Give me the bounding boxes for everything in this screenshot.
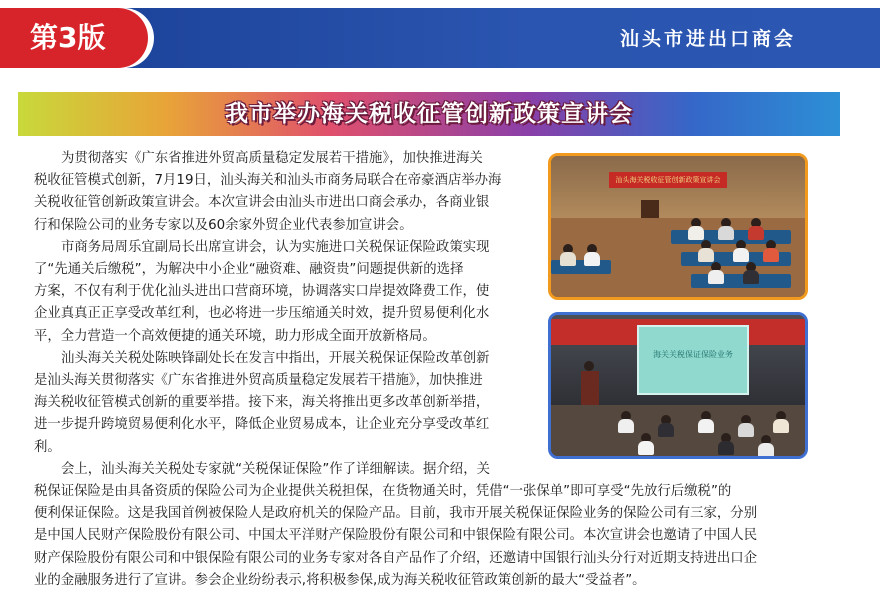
article-title: 我市举办海关税收征管创新政策宣讲会 bbox=[225, 101, 633, 127]
attendee bbox=[738, 423, 754, 437]
photo-banner-text: 汕头海关税收征管创新政策宣讲会 bbox=[615, 176, 721, 184]
text-line: 为贯彻落实《广东省推进外贸高质量稳定发展若干措施》，加快推进海关 bbox=[61, 151, 483, 166]
attendee bbox=[718, 441, 734, 455]
text-line: 税保证保险是由具备资质的保险公司为企业提供关税担保，在货物通关时，凭借“一张保单”即可享受“先放行后缴税”的 bbox=[34, 484, 732, 499]
text-line: 平，全力营造一个高效便捷的通关环境，助力形成全面开放新格局。 bbox=[34, 328, 436, 344]
paragraph-2 bbox=[34, 237, 544, 348]
attendee bbox=[743, 270, 759, 284]
text-line: 便利保证保险。这是我国首例被保险人是政府机关的保险产品。目前，我市开展关税保证保险业务的保险公司有三家，分别 bbox=[34, 506, 758, 522]
page-header bbox=[0, 8, 880, 68]
text-line: 进一步提升跨境贸易便利化水平，降低企业贸易成本，让企业充分享受改革红 bbox=[34, 417, 490, 433]
text-line: 了“先通关后缴税”，为解决中小企业“融资难、融资贵”问题提供新的选择 bbox=[34, 262, 464, 277]
attendee bbox=[758, 443, 774, 457]
event-photo-speaker bbox=[548, 312, 808, 459]
attendee bbox=[638, 441, 654, 455]
text-line: 市商务局周乐宜副局长出席宣讲会，认为实施进口关税保证保险政策实现 bbox=[61, 239, 490, 255]
attendee bbox=[733, 248, 749, 262]
attendee bbox=[708, 270, 724, 284]
podium bbox=[581, 371, 599, 405]
paragraph-4 bbox=[34, 459, 834, 592]
article-title-banner bbox=[18, 92, 840, 136]
table bbox=[691, 274, 791, 288]
attendee bbox=[698, 419, 714, 433]
text-line: 是汕头海关贯彻落实《广东省推进外贸高质量稳定发展若干措施》，加快推进 bbox=[34, 373, 483, 388]
text-line: 利。 bbox=[34, 439, 61, 455]
attendee bbox=[658, 423, 674, 437]
projection-screen-text: 海关关税保证保险业务 bbox=[653, 350, 733, 359]
projection-screen bbox=[637, 325, 749, 395]
attendee bbox=[698, 248, 714, 262]
attendee bbox=[718, 226, 734, 240]
text-line: 企业真真正正享受改革红利，也必将进一步压缩通关时效，提升贸易便利化水 bbox=[34, 306, 490, 322]
attendee bbox=[688, 226, 704, 240]
paragraph-1 bbox=[34, 148, 544, 237]
attendee bbox=[584, 252, 600, 266]
speaker bbox=[584, 361, 594, 371]
text-line: 海关税收征管模式创新的重要举措。接下来，海关将推出更多改革创新举措， bbox=[34, 395, 490, 411]
text-line: 汕头海关关税处陈映锋副处长在发言中指出，开展关税保证保险改革创新 bbox=[61, 350, 490, 366]
attendee bbox=[618, 419, 634, 433]
text-line: 会上，汕头海关关税处专家就“关税保证保险”作了详细解读。据介绍，关 bbox=[61, 461, 490, 477]
attendee bbox=[763, 248, 779, 262]
text-line: 财产保险股份有限公司和中银保险有限公司的业务专家对各自产品作了介绍，还邀请中国银行汕头分行对近期支持进出口企 bbox=[34, 550, 758, 566]
text-line: 业的金融服务进行了宣讲。参会企业纷纷表示,将积极参保,成为海关税收征管政策创新的最大“受益者”。 bbox=[34, 572, 646, 588]
text-line: 关税收征管创新政策宣讲会。本次宣讲会由汕头市进出口商会承办，各商业银 bbox=[34, 195, 490, 211]
text-line: 方案，不仅有利于优化汕头进出口营商环境，协调落实口岸提效降费工作，使 bbox=[34, 284, 490, 300]
text-line: 税收征管模式创新，7月19日，汕头海关和汕头市商务局联合在帝豪酒店举办海 bbox=[34, 173, 502, 189]
attendee bbox=[748, 226, 764, 240]
event-photo-audience bbox=[548, 153, 808, 300]
attendee bbox=[773, 419, 789, 433]
text-line: 行和保险公司的业务专家以及60余家外贸企业代表参加宣讲会。 bbox=[34, 217, 413, 233]
edition-label: 第3版 bbox=[30, 21, 106, 54]
paragraph-3 bbox=[34, 348, 544, 459]
organization-name: 汕头市进出口商会 bbox=[619, 28, 796, 50]
attendee bbox=[560, 252, 576, 266]
photo-banner bbox=[609, 172, 727, 188]
text-line: 是中国人民财产保险股份有限公司、中国太平洋财产保险股份有限公司和中银保险有限公司。本次宣讲会也邀请了中国人民 bbox=[34, 528, 758, 544]
